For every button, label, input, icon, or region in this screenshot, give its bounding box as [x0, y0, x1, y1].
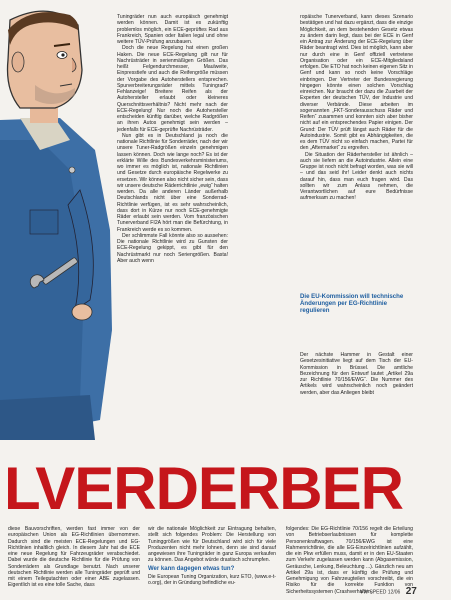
- article-headline: LVERDERBER: [4, 455, 403, 522]
- paragraph: Die Situation der Räderhersteller ist ähnlich – auch sie liefern an die Autoindustrie. Allein eine Gruppe ist noch nicht befragt worden, was sie will – und das seid ihr! Leider denkt auch nichts darauf hin, dass man euch fragen wird. Das sollten wir zum Anlass nehmen, die Verantwortlichen auf eure Bedürfnisse aufmerksam zu machen!: [300, 151, 413, 202]
- paragraph: Tuningräder nun auch europäisch genehmigt werden können. Damit ist es zukünftig problemlos möglich, ein ECE-geprüftes Rad aus Frankreich, Spanien oder Italien legal und ohne weitere TÜV-Prüfung anzubauen.: [117, 14, 228, 45]
- paragraph: Nun gibt es in Deutschland ja noch die nationale Richtlinie für Sonderräder, nach der wir unsere Tuner-Radgrößen einzeln genehmigen lassen können. Doch wie lange noch? Es ist der erklärte Wille des Bundesverkehrsministeriums, wo immer es möglich ist, nationale Richtlinien und Gesetze durch europäische Regelwerke zu ersetzen. Wir können also nicht sicher sein, dass wir unsere deutsche Räderrichtlinie „ewig“ halten werden. Da alle anderen Länder außerhalb Deutschlands nicht über eine Sonderrad-Richtlinie verfügen, ist es sehr wahrscheinlich, dass dort in Kürze nur noch ECE-genehmigte Räder erlaubt sein werden. Vom französischen Tunerverband FI2A hört man die Befürchtung, in Frankreich werde es so kommen.: [117, 132, 228, 233]
- paragraph: Doch die neue Regelung hat einen großen Haken. Die neue ECE-Regelung gilt nur für Nachrüsträder in serienmäßigen Größen. Das heißt Felgendurchmesser, Maulweite, Einpresstiefe und auch die Reifengröße müssen der Vorgabe des Autoherstellers entsprechen. Spurverbreiterungsräder mittels Tuningrad? Fehlanzeige! Breitere Reifen als der Autohersteller erlaubt oder kleineres Querschnittsverhältnis? Nicht mehr nach der ECE-Regelung! Nur noch die Autohersteller entscheiden künftig darüber, welche Radgrößen an ihren Autos genehmigt sein werden – jedenfalls für ECE-geprüfte Nachrüsträder.: [117, 45, 228, 133]
- paragraph: diese Bauvorschriften, werden fast immer von der europäischen Union als EG-Richtlinien übernommen. Dadurch sind die meisten ECE-Regelungen und EG-Richtlinien inhaltlich gleich. In diesem Jahr hat die ECE eine neue Regelung für Fahrzeugräder verabschiedet. Dabei wurde die deutsche Richtlinie für die Prüfung von Sonderrädern als Grundlage benutzt. Nach unserer deutschen Richtlinie werden alle Tuningräder geprüft und mit einem Teilegutachten oder einer ABE zugelassen. Eigentlich ist es eine tolle Sache, dass: [8, 526, 140, 589]
- paragraph: ropäische Tunerverband, kann dieses Szenario bestätigen und hat dazu ergänzt, dass die einzige Möglichkeit, an dem bestehenden Gesetz etwas zu ändern darin liegt, dass bei der ECE in Genf ein Antrag zur Änderung der ECE-Regelung über Räder beantragt wird. Dies ist möglich, kann aber nur durch eine in Genf offiziell vertretene Organisation oder ein ECE-Mitgliedsland erfolgen. Die ETO hat noch keinen eigenen Sitz in Genf und kann so noch keine Vorschläge einbringen. Der Vertreter der Bundesregierung hingegen könnte einen solchen Vorschlag einreichen. Nur braucht der dazu die Zuarbeit der Experten der deutschen TÜV, der Industrie und diverser Verbände. Diese arbeiten im sogenannten „FKT-Sonderausschuss Räder und Reifen“ zusammen und konnten sich aber bisher nicht auf ein entsprechendes Papier einigen. Der Grund: Der TÜV prüft längst auch Räder für die Autoindustrie. Somit gibt es Abhängigkeiten, die es dem TÜV nicht so einfach machen, Partei für den „Aftermarket“ zu ergreifen.: [300, 14, 413, 152]
- section-subheading: Die EU-Kommission will technische Änderungen per EG-Richtlinie regulieren: [300, 293, 404, 314]
- bottom-column-2: [148, 526, 276, 590]
- paragraph: folgendes: Die EG-Richtlinie 70/156 regelt die Erteilung von Betriebserlaubnissen für komplette Personenkraftwagen. 70/156/EWG ist eine Rahmenrichtlinie, die alle EG-Einzelrichtlinien aufzählt, die ein Pkw erfüllen muss, damit er in den EU-Staaten zum Verkehr zugelassen werden kann (Abgasemission, Geräusche, Lenkung, Beleuchtung ...). Gänzlich neu am Artikel 29a ist, dass er künftig die Prüfung und Genehmigung von Fahrzeugteilen vorschreibt, die ein Risiko für die korrekte Funktion von Sicherheitssystemen (Crashverhalten,: [286, 526, 413, 595]
- bottom-column-1: [8, 526, 140, 590]
- section-subheading: Wer kann dagegen etwas tun?: [148, 565, 235, 572]
- page-number: 27: [405, 586, 417, 597]
- article-column-left: [117, 14, 228, 446]
- article-column-right-continued: [300, 352, 413, 446]
- paragraph: wir die nationale Möglichkeit zur Eintragung behalten, stellt sich folgendes Problem: Die Herstellung von Tuninggrößen wie für Deutschland wird sich für viele Produzenten nicht mehr lohnen, denn sie sind darauf angewiesen ihre Tuningräder in ganz Europa verkaufen zu können. Das Angebot würde drastisch schrumpfen.: [148, 526, 276, 564]
- magazine-issue: VW SPEED 12/06: [360, 589, 401, 596]
- paragraph: Der schlimmste Fall könnte also so aussehen: Die nationale Richtlinie wird zu Gunsten der ECE-Regelung gekippt, es gibt für den Nachrüstmarkt nur noch Seriengrößen. Basta! Aber auch wenn: [117, 232, 228, 264]
- article-column-right: [300, 14, 413, 290]
- paragraph: Der nächste Hammer in Gestalt einer Gesetzesinitiative liegt auf dem Tisch der EU-Kommission in Brüssel. Die amtliche Bezeichnung für den Entwurf lautet „Artikel 29a zur Richtlinie 70/156/EWG“. Die Nummer des Artikels wird wahrscheinlich noch geändert werden, aber das Anliegen bleibt: [300, 352, 413, 396]
- mechanic-cartoon-illustration: [0, 0, 125, 440]
- page-footer: [360, 586, 430, 598]
- paragraph: Die European Tuning Organization, kurz ETO, (www.e-t-o.org), der in Gründung befindliche eu-: [148, 573, 276, 586]
